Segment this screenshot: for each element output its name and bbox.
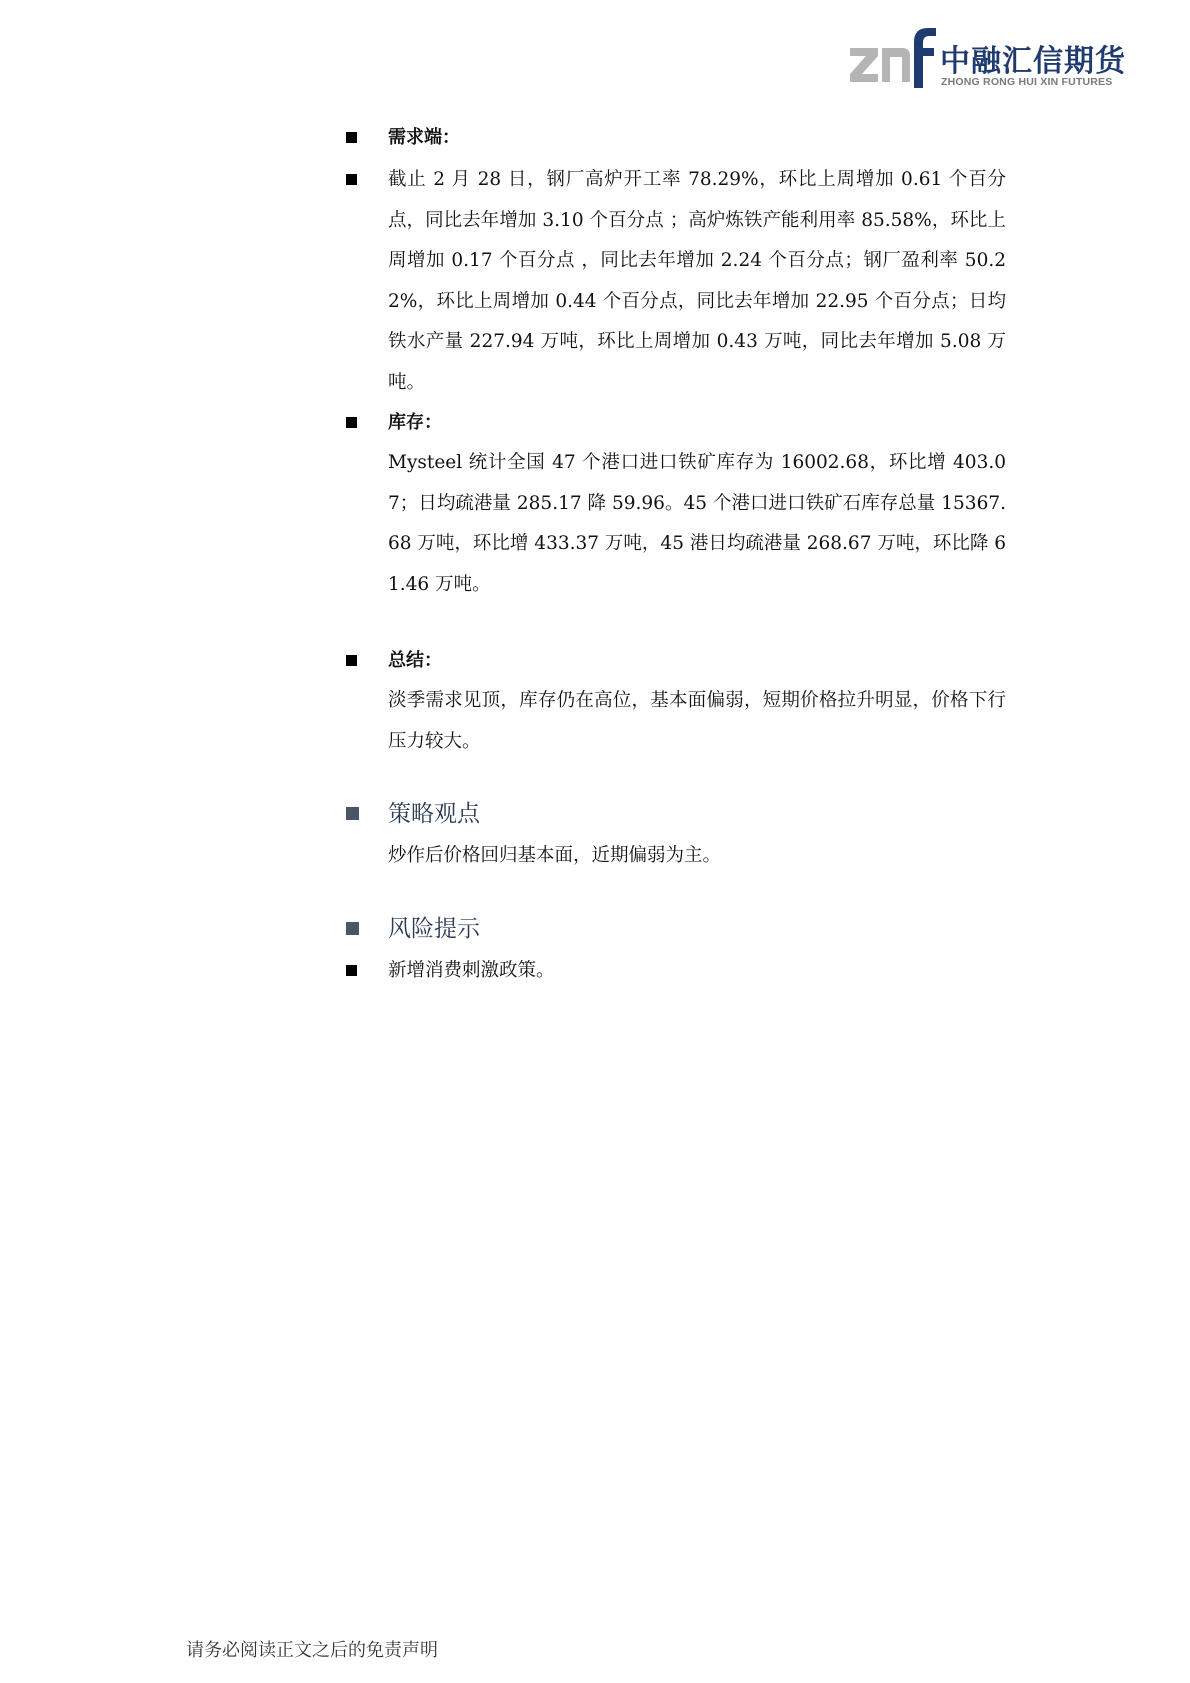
summary-heading: 总结： — [388, 650, 442, 671]
risk-title: 风险提示 — [388, 915, 480, 942]
inventory-paragraph: Mysteel 统计全国 47 个港口进口铁矿库存为 16002.68，环比增 403.07；日均疏港量 285.17 降 59.96。45 个港口进口铁矿石库存总量 15367.68 万吨，环比增 433.37 万吨，45 港日均疏港量 268.67 万吨，环比降 61.46 万吨。 — [388, 452, 1006, 595]
strategy-paragraph: 炒作后价格回归基本面，近期偏弱为主。 — [388, 845, 722, 866]
inventory-paragraph-row — [346, 443, 1006, 605]
section-square-icon — [346, 807, 359, 820]
footer-disclaimer: 请务必阅读正文之后的免责声明 — [186, 1640, 438, 1661]
demand-paragraph: 截止 2 月 28 日，钢厂高炉开工率 78.29%，环比上周增加 0.61 个百分点，同比去年增加 3.10 个百分点 ；高炉炼铁产能利用率 85.58%，环比上周增加 0.17 个百分点 ，同比去年增加 2.24 个百分点；钢厂盈利率 50.22%，环比上周增加 0.44 个百分点，同比去年增加 22.95 个百分点；日均铁水产量 227.94 万吨，环比上周增加 0.43 万吨，同比去年增加 5.08 万吨。 — [388, 169, 1006, 393]
logo-english-name: ZHONG RONG HUI XIN FUTURES — [941, 76, 1113, 88]
bullet-square-icon — [346, 417, 357, 428]
strategy-title: 策略观点 — [388, 801, 480, 827]
summary-paragraph-row — [346, 681, 1006, 762]
risk-item: 新增消费刺激政策。 — [388, 959, 555, 981]
strategy-paragraph-row — [346, 836, 1006, 877]
risk-item-row — [346, 951, 1006, 992]
bullet-square-icon — [346, 965, 357, 976]
risk-section — [346, 907, 1006, 951]
znf-logo-mark-icon — [848, 26, 938, 88]
bullet-square-icon — [346, 132, 357, 143]
demand-paragraph-row — [346, 160, 1006, 403]
inventory-heading-row — [346, 403, 1006, 443]
section-square-icon — [346, 922, 359, 935]
summary-heading-row — [346, 641, 1006, 681]
bullet-square-icon — [346, 655, 357, 666]
document-body — [346, 118, 1006, 991]
strategy-section — [346, 792, 1006, 836]
inventory-heading: 库存： — [388, 412, 442, 433]
summary-paragraph: 淡季需求见顶，库存仍在高位，基本面偏弱，短期价格拉升明显，价格下行压力较大。 — [388, 690, 1006, 752]
logo-chinese-name: 中融汇信期货 — [940, 44, 1126, 79]
company-logo — [848, 26, 1158, 92]
demand-heading-row — [346, 118, 1006, 158]
bullet-square-icon — [346, 174, 357, 185]
demand-heading: 需求端： — [388, 127, 460, 148]
